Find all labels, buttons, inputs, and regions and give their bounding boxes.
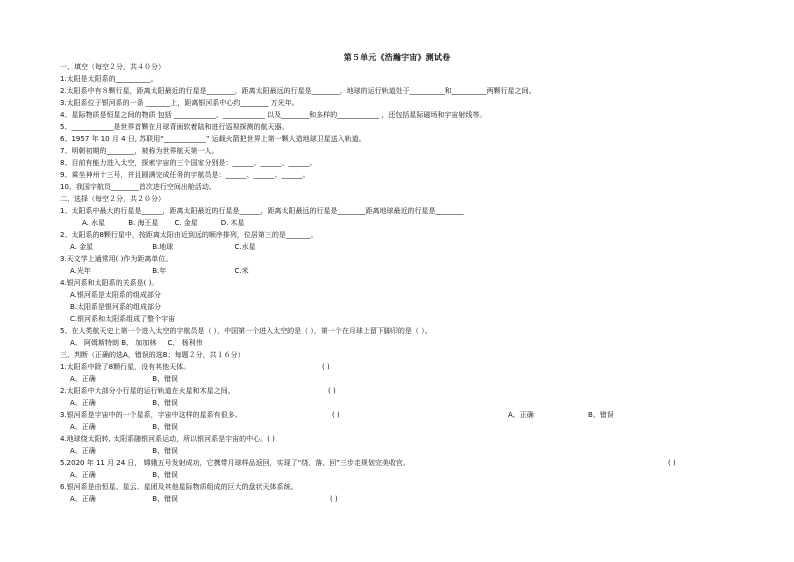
judge-q4 <box>60 433 750 445</box>
judge-q3-paren[interactable]: ( ) <box>332 411 340 419</box>
choice-q3-option-b[interactable]: B.年 <box>152 267 167 275</box>
judge-q4-option-b[interactable]: B、错误 <box>152 447 179 455</box>
choice-q3-option-c[interactable]: C.米 <box>234 267 249 275</box>
choice-q3-options <box>60 265 750 277</box>
judge-q5-option-a[interactable]: A、正确 <box>70 471 96 479</box>
choice-q3-option-a[interactable]: A.光年 <box>70 267 91 275</box>
choice-q2-option-a[interactable]: A. 金星 <box>70 243 94 251</box>
judge-q6-text: 6.银河系是由恒星、星云、星团及其他星际物质组成的巨大的盘状天体系统。 <box>60 483 298 491</box>
judge-q3-option-b[interactable]: B、错误 <box>152 423 179 431</box>
judge-q2-text: 2.太阳系中大部分小行星的运行轨道在火星和木星之间。 <box>60 387 235 395</box>
choice-q4: 4.银河系和太阳系的关系是( )。 <box>60 279 159 287</box>
judge-q2-paren[interactable]: ( ) <box>328 387 336 395</box>
judge-q4-text: 4.地球绕太阳转, 太阳系随银河系运动，所以银河系是宇宙的中心。( ) <box>60 435 275 443</box>
choice-q1-option-c[interactable]: C. 金星 <box>174 219 198 227</box>
fill-item-7: 7、明朝初期的________，被称为世界航天第一人。 <box>60 147 219 155</box>
fill-item-10: 10、我国宇航员________首次进行空间出舱活动。 <box>60 183 216 191</box>
choice-q1-option-d[interactable]: D. 木星 <box>220 219 245 227</box>
judge-q3-extra-option-a[interactable]: A、正确 <box>508 411 534 419</box>
choice-q5-options <box>60 337 750 349</box>
choice-q5-option-b[interactable]: B、 加加林 <box>121 339 157 347</box>
judge-q5-options <box>60 469 750 481</box>
fill-item-6: 6、1957 年 10 月 4 日, 苏联用“____________” 运载火箭把世界上第一颗人造地球卫星送入轨道。 <box>60 135 366 143</box>
choice-q5: 5、在人类航天史上第一个进入太空的宇航员是（ ），中国第一个进入太空的是（ ），第一个在月球上留下脚印的是（ ）。 <box>60 327 432 335</box>
choice-q1-options <box>60 217 750 229</box>
fill-item-9: 9、乘坐神州十三号，并且圆满完成任务的宇航员是：______、______、______。 <box>60 171 310 179</box>
judge-q5-paren[interactable]: ( ) <box>668 459 676 467</box>
choice-q1: 1、太阳系中最大的行星是______，距离太阳最近的行星是______，距离太阳最远的行星是________距离地球最近的行星是________ <box>60 207 464 215</box>
choice-q4-option-a[interactable]: A.银河系是太阳系的组成部分 <box>70 291 161 299</box>
judge-q3-option-a[interactable]: A、正确 <box>70 423 96 431</box>
judge-q2 <box>60 385 750 397</box>
choice-q1-option-b[interactable]: B. 海王星 <box>128 219 159 227</box>
judge-q3-text: 3.银河系是宇宙中的一个星系，宇宙中这样的星系有很多。 <box>60 411 242 419</box>
choice-q2-option-c[interactable]: C.水星 <box>234 243 256 251</box>
judge-q6 <box>60 481 750 493</box>
judge-q4-option-a[interactable]: A、正确 <box>70 447 96 455</box>
fill-item-4: 4、星际物质是恒星之间的物质 包括 ____________、____________ 以及________和多样的____________ ，还包括星际磁场和宇宙射线等。 <box>60 111 487 119</box>
judge-q4-options <box>60 445 750 457</box>
choice-q3: 3.天文学上通常用( )作为距离单位。 <box>60 255 173 263</box>
judge-q1-option-b[interactable]: B、错误 <box>152 375 179 383</box>
choice-q2: 2、太阳系的8颗行星中，按距离太阳由近到远的顺序排列，位居第三的是_______。 <box>60 231 318 239</box>
choice-q1-option-a[interactable]: A. 水星 <box>82 219 106 227</box>
judge-q1 <box>60 361 750 373</box>
section1-heading: 一、填空（每空２分，共４０分） <box>60 63 165 71</box>
fill-item-2: 2.太阳系中有８颗行星，距离太阳最近的行星是________，距离太阳最远的行星是________，地球的运行轨道处于__________和__________两颗行星之间。 <box>60 87 536 95</box>
judge-q6-option-a[interactable]: A、正确 <box>70 495 96 503</box>
judge-q3-extra-option-b[interactable]: B、错误 <box>588 411 614 419</box>
fill-item-8: 8、目前有能力进入太空，探索宇宙的三个国家分别是：______、______、______。 <box>60 159 317 167</box>
judge-q6-options <box>60 493 750 505</box>
choice-q2-options <box>60 241 750 253</box>
judge-q3 <box>60 409 750 421</box>
judge-q2-option-a[interactable]: A、正确 <box>70 399 96 407</box>
choice-q5-option-c[interactable]: C、 杨利伟 <box>167 339 203 347</box>
judge-q5 <box>60 457 750 469</box>
judge-q1-options <box>60 373 750 385</box>
judge-q1-option-a[interactable]: A、正确 <box>70 375 96 383</box>
fill-item-1: 1.太阳是太阳系的__________。 <box>60 75 158 83</box>
judge-q2-option-b[interactable]: B、错误 <box>152 399 179 407</box>
fill-item-3: 3.太阳系位于银河系的一条 _______上，距离银河系中心约________ 万光年。 <box>60 99 299 107</box>
judge-q5-text: 5.2020 年 11 月 24 日， 嫦娥五号发射成功，它携带月球样品返回，实现了“绕、落、回”三步走规划完美收官。 <box>60 459 410 467</box>
judge-q2-options <box>60 397 750 409</box>
judge-q3-options <box>60 421 750 433</box>
judge-q6-paren[interactable]: ( ) <box>330 495 338 503</box>
choice-q4-option-c[interactable]: C.银河系和太阳系组成了整个宇宙 <box>70 315 176 323</box>
choice-q5-option-a[interactable]: A、 阿姆斯特朗 <box>70 339 120 347</box>
choice-q2-option-b[interactable]: B.地球 <box>152 243 174 251</box>
judge-q6-option-b[interactable]: B、错误 <box>152 495 179 503</box>
fill-item-5: 5、____________是世界首颗在月球背面软着陆和进行巡视探测的航天器。 <box>60 123 289 131</box>
page-title: 第５单元《浩瀚宇宙》测试卷 <box>343 53 451 62</box>
judge-q1-paren[interactable]: ( ) <box>322 363 330 371</box>
section3-heading: 三、判断（正确的选A，错误的选B；每题２分，共１６分） <box>60 351 245 359</box>
judge-q1-text: 1.太阳系中除了8颗行星，没有其他天体。 <box>60 363 191 371</box>
exam-content <box>60 61 750 505</box>
judge-q5-option-b[interactable]: B、错误 <box>152 471 179 479</box>
section2-heading: 二、选择（每空２分，共２０分） <box>60 195 165 203</box>
choice-q4-option-b[interactable]: B.太阳系是银河系的组成部分 <box>70 303 162 311</box>
